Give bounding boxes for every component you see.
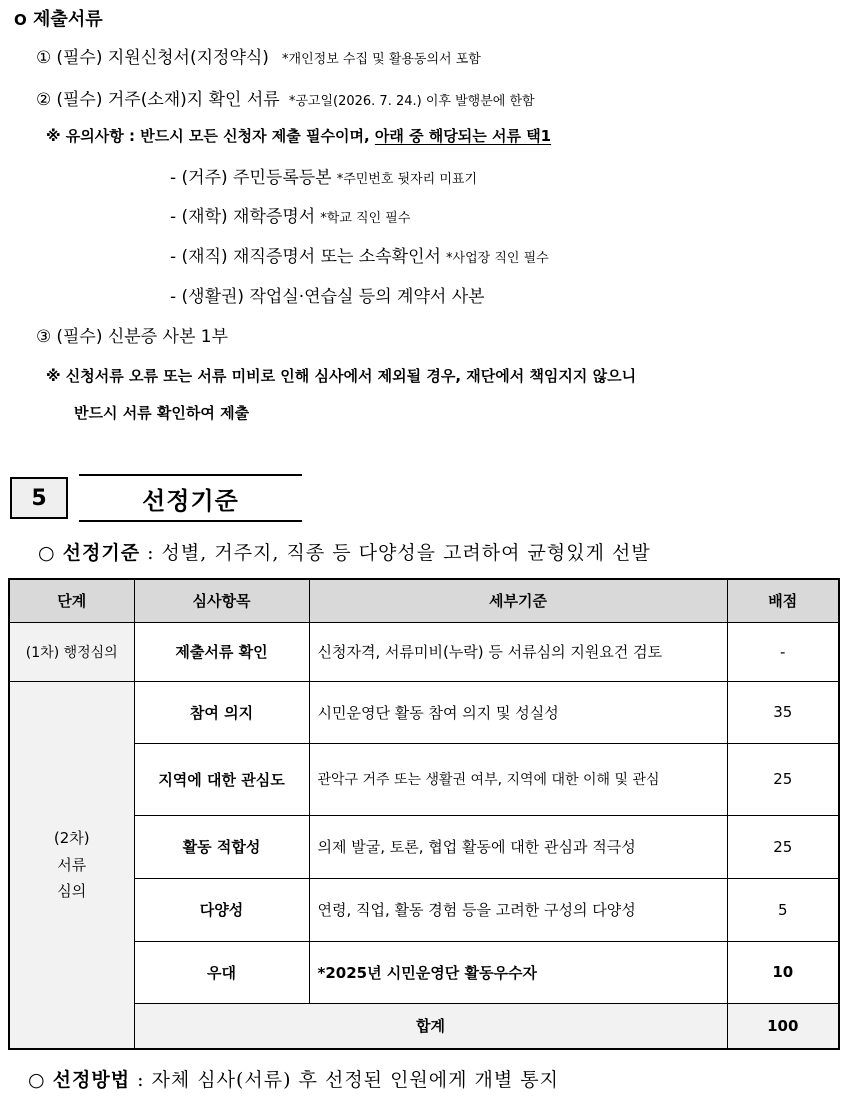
sub-item-text: - (재직) 재직증명서 또는 소속확인서 [170,247,441,267]
table-header-row [9,579,839,622]
doc-item-1-text: (필수) 지원신청서(지정약식) [56,48,269,68]
header-detail: 세부기준 [309,579,727,622]
sub-item-text: - (거주) 주민등록등본 [170,168,332,188]
doc-item-1 [36,43,481,68]
stage2-label-line: (2차) [53,829,90,848]
item-cell: 참여 의지 [134,681,309,743]
stage2-label-line: 심의 [57,881,87,900]
doc-item-1-number: ① [36,48,52,68]
doc-item-3 [36,322,228,347]
sub-item-text: - (재학) 재학증명서 [170,207,316,227]
detail-cell: *2025년 시민운영단 활동우수자 [309,941,727,1003]
header-item: 심사항목 [134,579,309,622]
stage-cell: (1차) 행정심의 [9,622,134,681]
documents-heading [14,5,103,31]
criteria-text: : 성별, 거주지, 직종 등 다양성을 고려하여 균형있게 선발 [147,542,651,564]
stage2-cell [9,681,134,1049]
item-cell: 제출서류 확인 [134,622,309,681]
doc-item-2-text: (필수) 거주(소재)지 확인 서류 [56,90,280,110]
item-cell: 우대 [134,941,309,1003]
total-label-cell: 합계 [134,1003,727,1049]
warning-line-1: ※ 신청서류 오류 또는 서류 미비로 인해 심사에서 제외될 경우, 재단에서 책임지지 않으니 [46,367,637,385]
method-line [28,1065,559,1092]
notice-line [46,125,551,146]
table-row [9,681,839,743]
sub-item-note: *학교 직인 필수 [320,211,411,226]
table-row [9,622,839,681]
table-row [9,815,839,878]
detail-cell: 의제 발굴, 토론, 협업 활동에 대한 관심과 적극성 [309,815,727,878]
sub-item-living [170,282,485,307]
score-cell: 10 [727,941,839,1003]
doc-item-2-note: *공고일(2026. 7. 24.) 이후 발행분에 한함 [288,94,535,109]
item-cell: 지역에 대한 관심도 [134,743,309,815]
table-row [9,941,839,1003]
doc-item-2 [36,85,535,110]
score-cell: 5 [727,878,839,941]
doc-item-3-text: (필수) 신분증 사본 1부 [56,327,229,347]
documents-heading-text: 제출서류 [33,9,103,30]
table-row [9,743,839,815]
sub-item-note: *사업장 직인 필수 [446,251,549,266]
item-cell: 활동 적합성 [134,815,309,878]
criteria-line [38,538,651,565]
detail-cell: 신청자격, 서류미비(누락) 등 서류심의 지원요건 검토 [309,622,727,681]
score-cell: 25 [727,815,839,878]
sub-item-employee [170,242,549,267]
stage2-label-line: 서류 [57,855,87,874]
table-row [9,878,839,941]
score-cell: - [727,622,839,681]
item-cell: 다양성 [134,878,309,941]
header-score: 배점 [727,579,839,622]
heading-bullet-icon: O [14,11,27,29]
sub-item-residence [170,163,477,188]
circle-bullet-icon: ○ [38,542,56,564]
doc-item-1-note: *개인정보 수집 및 활용동의서 포함 [282,52,481,67]
circle-bullet-icon: ○ [28,1069,46,1091]
notice-prefix: ※ 유의사항 : 반드시 모든 신청자 제출 필수이며, [46,127,370,145]
detail-cell: 연령, 직업, 활동 경험 등을 고려한 구성의 다양성 [309,878,727,941]
section-number-box: 5 [10,477,68,519]
method-label: 선정방법 [52,1069,131,1091]
sub-item-student [170,202,410,227]
doc-item-2-number: ② [36,90,52,110]
table-total-row [9,1003,839,1049]
header-stage: 단계 [9,579,134,622]
criteria-table [8,578,840,1050]
notice-underlined: 아래 중 해당되는 서류 택1 [374,127,552,145]
section-title: 선정기준 [79,474,302,522]
criteria-label: 선정기준 [62,542,141,564]
warning-line-2: 반드시 서류 확인하여 제출 [74,404,250,422]
sub-item-note: *주민번호 뒷자리 미표기 [336,172,478,187]
total-score-cell: 100 [727,1003,839,1049]
sub-item-text: - (생활권) 작업실·연습실 등의 계약서 사본 [170,287,485,307]
score-cell: 35 [727,681,839,743]
method-text: : 자체 심사(서류) 후 선정된 인원에게 개별 통지 [137,1069,559,1091]
detail-cell: 시민운영단 활동 참여 의지 및 성실성 [309,681,727,743]
detail-cell: 관악구 거주 또는 생활권 여부, 지역에 대한 이해 및 관심 [309,743,727,815]
doc-item-3-number: ③ [36,327,52,347]
score-cell: 25 [727,743,839,815]
